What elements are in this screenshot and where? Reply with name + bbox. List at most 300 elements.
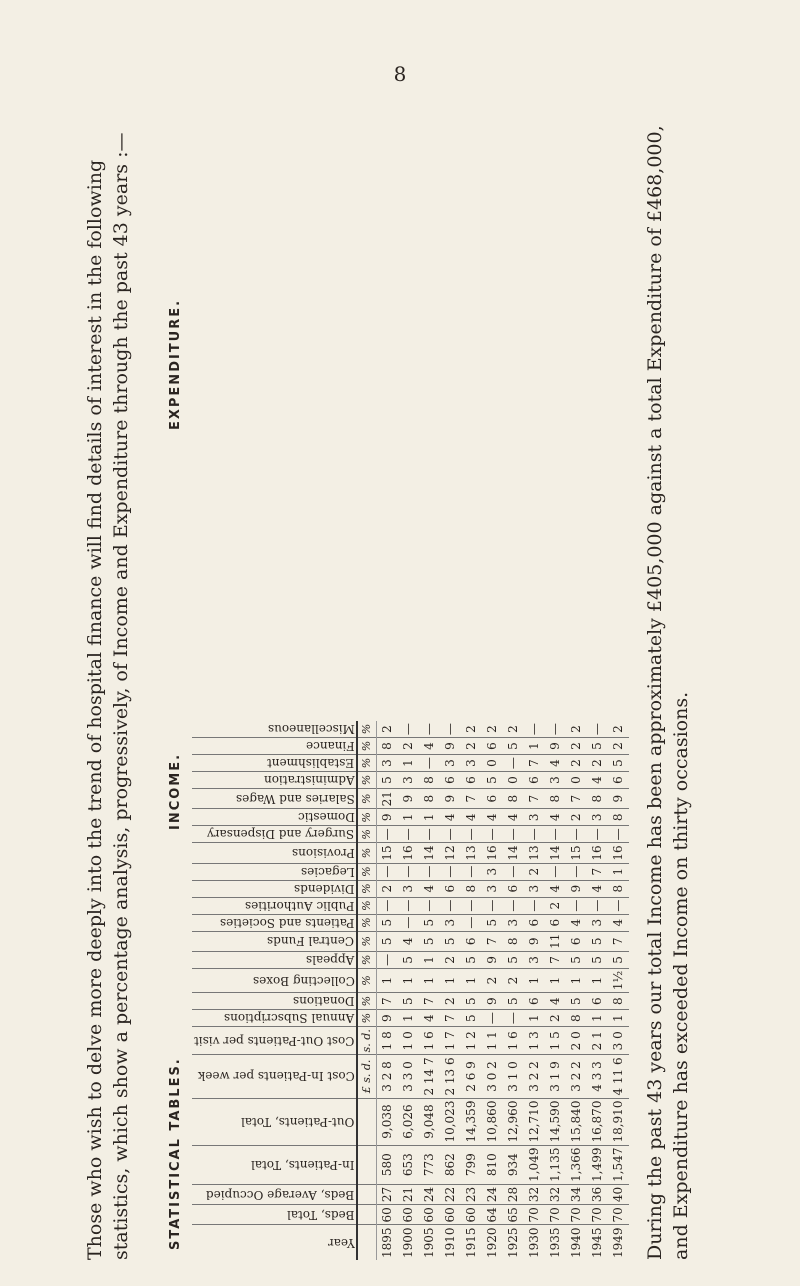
column-header <box>192 1205 357 1225</box>
table-cell: 6 <box>524 993 545 1010</box>
table-cell: 22 <box>440 1184 461 1204</box>
table-cell: 32 <box>545 1184 566 1204</box>
table-cell: 8 <box>503 931 524 951</box>
table-cell: 1 1 <box>482 1027 503 1055</box>
table-cell: 2 <box>461 721 482 738</box>
table-cell: 40 <box>608 1184 629 1204</box>
table-cell: 8 <box>608 809 629 826</box>
table-cell: 5 <box>419 914 440 931</box>
table-cell: 70 <box>524 1205 545 1225</box>
table-cell: — <box>482 897 503 914</box>
table-cell: 9 <box>440 738 461 755</box>
table-cell: 3 1 9 <box>545 1055 566 1098</box>
table-cell: 580 <box>377 1145 399 1184</box>
table-cell: 8 <box>503 789 524 809</box>
table-cell: 3 <box>398 880 419 897</box>
table-cell: — <box>503 1010 524 1027</box>
table-cell: 65 <box>503 1205 524 1225</box>
table-cell: 5 <box>566 951 587 968</box>
table-cell: 1 <box>524 968 545 992</box>
table-cell: 6 <box>545 914 566 931</box>
table-cell: 9 <box>377 1010 399 1027</box>
table-cell: 8 <box>461 880 482 897</box>
table-cell: 3 <box>482 880 503 897</box>
table-cell: 64 <box>482 1205 503 1225</box>
table-cell: 2 <box>566 755 587 772</box>
table-cell: — <box>398 863 419 880</box>
table-cell: 15 <box>377 843 399 863</box>
table-cell: 5 <box>377 931 399 951</box>
unit-cell <box>357 1225 377 1260</box>
column-header-label: Patients and Societies <box>220 915 355 930</box>
column-header <box>192 914 357 931</box>
table-cell: 4 <box>566 914 587 931</box>
table-cell: 2 <box>440 993 461 1010</box>
column-header-label: In-Patients, Total <box>250 1157 355 1172</box>
table-cell: — <box>587 721 608 738</box>
table-cell: 3 <box>524 951 545 968</box>
table-cell: — <box>419 721 440 738</box>
unit-cell: % <box>357 968 377 992</box>
table-cell: — <box>545 721 566 738</box>
column-header <box>192 863 357 880</box>
table-cell: 2 <box>524 863 545 880</box>
table-cell: 7 <box>524 755 545 772</box>
table-cell: 1 0 <box>398 1027 419 1055</box>
table-cell: 4 <box>440 809 461 826</box>
table-cell: — <box>419 863 440 880</box>
table-cell: — <box>398 914 419 931</box>
column-header-label: Cost Out-Patients per visit <box>194 1033 355 1048</box>
section-headings <box>162 120 192 1260</box>
table-cell: 5 <box>461 993 482 1010</box>
unit-cell: % <box>357 951 377 968</box>
table-cell: 8 <box>419 789 440 809</box>
column-header-label: Domestic <box>297 810 355 825</box>
table-cell: — <box>398 826 419 843</box>
table-cell: 1935 <box>548 1227 563 1258</box>
table-cell: 934 <box>503 1145 524 1184</box>
table-cell: — <box>566 897 587 914</box>
unit-cell: £ s. d. <box>357 1055 377 1098</box>
table-cell: 6 <box>440 880 461 897</box>
table-cell: 4 <box>545 809 566 826</box>
table-cell: 14,359 <box>461 1098 482 1145</box>
table-cell: 15 <box>566 843 587 863</box>
table-cell: 1,049 <box>524 1145 545 1184</box>
table-cell: 3 <box>440 755 461 772</box>
table-row <box>608 721 629 1260</box>
table-cell: 5 <box>377 914 399 931</box>
table-cell: 2 0 <box>566 1027 587 1055</box>
table-cell: 4 <box>503 809 524 826</box>
column-header <box>192 789 357 809</box>
table-cell: 3 <box>398 772 419 789</box>
column-header-label: Beds, Average Occupied <box>206 1187 355 1202</box>
table-cell: 1 <box>419 809 440 826</box>
table-cell: — <box>419 826 440 843</box>
table-cell: 2 <box>608 738 629 755</box>
table-cell: 1,135 <box>545 1145 566 1184</box>
table-cell: — <box>566 863 587 880</box>
table-cell: 5 <box>503 993 524 1010</box>
column-header <box>192 1225 357 1260</box>
table-cell: 11 <box>545 931 566 951</box>
unit-cell: % <box>357 826 377 843</box>
table-cell: — <box>440 826 461 843</box>
table-cell: — <box>587 826 608 843</box>
table-cell: 14,590 <box>545 1098 566 1145</box>
table-cell: — <box>587 897 608 914</box>
table-cell: 862 <box>440 1145 461 1184</box>
unit-cell: % <box>357 789 377 809</box>
table-cell: 1940 <box>569 1227 584 1258</box>
table-cell: 13 <box>524 843 545 863</box>
table-cell: 2 <box>503 721 524 738</box>
table-cell: 9 <box>440 789 461 809</box>
table-cell: 0 <box>503 772 524 789</box>
unit-cell: % <box>357 931 377 951</box>
table-cell: 12,960 <box>503 1098 524 1145</box>
table-cell: 2 <box>377 721 399 738</box>
table-cell: — <box>524 897 545 914</box>
table-cell: — <box>461 826 482 843</box>
table-cell: 14 <box>545 843 566 863</box>
table-cell: 7 <box>419 993 440 1010</box>
table-cell: — <box>398 897 419 914</box>
table-cell: 4 <box>545 993 566 1010</box>
column-header <box>192 755 357 772</box>
table-cell: 1920 <box>485 1227 500 1258</box>
table-cell: — <box>524 721 545 738</box>
table-cell: 0 <box>566 772 587 789</box>
table-cell: 1 <box>524 1010 545 1027</box>
table-row <box>419 721 440 1260</box>
table-cell: 1 6 <box>503 1027 524 1055</box>
table-cell: 6 <box>440 772 461 789</box>
column-header <box>192 826 357 843</box>
column-header-label: Annual Subscriptions <box>224 1011 355 1026</box>
table-cell: 7 <box>377 993 399 1010</box>
table-cell: 60 <box>398 1205 419 1225</box>
column-header <box>192 1098 357 1145</box>
statistics-table <box>192 721 629 1260</box>
table-cell: 23 <box>461 1184 482 1204</box>
column-header <box>192 1027 357 1055</box>
column-header-label: Surgery and Dispensary <box>207 827 355 842</box>
table-cell: 16 <box>608 843 629 863</box>
table-cell: 6 <box>587 993 608 1010</box>
column-header-label: Finance <box>305 739 355 754</box>
table-cell: 8 <box>419 772 440 789</box>
table-cell: 60 <box>440 1205 461 1225</box>
column-header <box>192 968 357 992</box>
table-cell: 1 <box>419 951 440 968</box>
table-cell: 2 1 <box>587 1027 608 1055</box>
table-cell: 16,870 <box>587 1098 608 1145</box>
table-cell: 18,910 <box>608 1098 629 1145</box>
table-cell: 1 <box>608 863 629 880</box>
column-header-label: Administration <box>263 773 355 788</box>
unit-cell: % <box>357 843 377 863</box>
table-cell: 1,366 <box>566 1145 587 1184</box>
table-cell: 2 <box>566 809 587 826</box>
unit-cell <box>357 1145 377 1184</box>
table-cell: 653 <box>398 1145 419 1184</box>
table-cell: 60 <box>419 1205 440 1225</box>
column-header-label: Central Funds <box>267 934 355 949</box>
column-header <box>192 1145 357 1184</box>
table-cell: 1 <box>398 1010 419 1027</box>
table-cell: 7 <box>566 789 587 809</box>
table-cell: 10,860 <box>482 1098 503 1145</box>
table-cell: 8 <box>545 789 566 809</box>
table-cell: 60 <box>377 1205 399 1225</box>
table-cell: 3 0 <box>608 1027 629 1055</box>
table-cell: 9 <box>482 951 503 968</box>
table-cell: 6 <box>566 931 587 951</box>
table-cell: 1 <box>461 968 482 992</box>
table-cell: 28 <box>503 1184 524 1204</box>
table-cell: 2 <box>503 968 524 992</box>
table-cell: 2 <box>545 1010 566 1027</box>
table-cell: 3 2 2 <box>566 1055 587 1098</box>
column-header-label: Legacies <box>300 864 355 879</box>
table-cell: 16 <box>482 843 503 863</box>
table-row <box>566 721 587 1260</box>
table-cell: 36 <box>587 1184 608 1204</box>
table-cell: 9,038 <box>377 1098 399 1145</box>
table-cell: 3 2 8 <box>377 1055 399 1098</box>
table-row <box>440 721 461 1260</box>
column-header-label: Out-Patients, Total <box>241 1114 355 1129</box>
column-header-label: Public Authorities <box>245 898 355 913</box>
table-cell: 9 <box>524 931 545 951</box>
table-cell: 4 <box>545 755 566 772</box>
table-cell: — <box>482 1010 503 1027</box>
page-number: 8 <box>393 62 407 86</box>
table-cell: 1925 <box>506 1227 521 1258</box>
table-cell: 3 <box>587 914 608 931</box>
table-cell: 8 <box>377 738 399 755</box>
table-row <box>398 721 419 1260</box>
table-cell: 5 <box>503 951 524 968</box>
table-cell: 6 <box>608 772 629 789</box>
table-cell: 1 6 <box>419 1027 440 1055</box>
unit-cell <box>357 1098 377 1145</box>
column-header-label: Donations <box>292 994 355 1009</box>
table-cell: 5 <box>419 931 440 951</box>
table-cell: 3 <box>545 772 566 789</box>
column-header-label: Establishment <box>267 756 355 771</box>
column-header-label: Miscellaneous <box>267 722 355 737</box>
table-cell: 9 <box>545 738 566 755</box>
table-cell: 1 <box>566 968 587 992</box>
unit-cell: % <box>357 863 377 880</box>
table-cell: 3 <box>461 755 482 772</box>
table-cell: 1 <box>608 1010 629 1027</box>
table-cell: 8 <box>587 789 608 809</box>
table-cell: 2 <box>461 738 482 755</box>
table-cell: 2 14 7 <box>419 1055 440 1098</box>
table-cell: — <box>608 826 629 843</box>
table-cell: 9 <box>377 809 399 826</box>
table-cell: 24 <box>482 1184 503 1204</box>
table-cell: 2 <box>482 721 503 738</box>
table-cell: 4 <box>461 809 482 826</box>
rotated-content <box>82 120 708 1260</box>
unit-cell: % <box>357 897 377 914</box>
table-cell: 810 <box>482 1145 503 1184</box>
unit-cell: % <box>357 914 377 931</box>
intro-text: Those who wish to delve more deeply into the trend of hospital finance will find details of interest in the following statistics, which show a percentage analysis, progressively, of Income and Expenditure through the past 43 years :— <box>84 132 132 1260</box>
table-cell: 1 <box>377 968 399 992</box>
heading-income: INCOME. <box>168 752 183 830</box>
table-cell: — <box>545 863 566 880</box>
table-cell: 2 <box>482 968 503 992</box>
table-cell: 5 <box>398 993 419 1010</box>
table-cell: 60 <box>461 1205 482 1225</box>
table-cell: 6,026 <box>398 1098 419 1145</box>
table-cell: 0 <box>482 755 503 772</box>
table-cell: 7 <box>587 863 608 880</box>
table-cell: 3 <box>503 914 524 931</box>
table-cell: 1 5 <box>545 1027 566 1055</box>
table-cell: 4 <box>587 880 608 897</box>
table-cell: 1 2 <box>461 1027 482 1055</box>
table-cell: 3 1 0 <box>503 1055 524 1098</box>
table-body <box>357 721 629 1260</box>
unit-cell: % <box>357 880 377 897</box>
column-header-label: Cost In-Patients per week <box>197 1069 355 1084</box>
unit-cell: % <box>357 721 377 738</box>
table-cell: 1 <box>524 738 545 755</box>
table-row <box>482 721 503 1260</box>
table-cell: — <box>377 951 399 968</box>
table-cell: 4 <box>482 809 503 826</box>
table-cell: 2 <box>566 738 587 755</box>
table-cell: 5 <box>377 772 399 789</box>
table-cell: 1905 <box>422 1227 437 1258</box>
column-header <box>192 880 357 897</box>
table-cell: 1½ <box>608 968 629 992</box>
table-cell: 5 <box>608 755 629 772</box>
table-cell: 7 <box>608 931 629 951</box>
table-cell: — <box>461 897 482 914</box>
table-cell: 3 <box>524 880 545 897</box>
column-header-label: Provisions <box>291 845 355 860</box>
column-header-label: Beds, Total <box>286 1207 355 1222</box>
table-cell: 1 8 <box>377 1027 399 1055</box>
table-cell: 8 <box>608 993 629 1010</box>
table-cell: 7 <box>545 951 566 968</box>
column-header-label: Appeals <box>306 952 355 967</box>
table-cell: 3 <box>482 863 503 880</box>
table-cell: 1,499 <box>587 1145 608 1184</box>
table-cell: 70 <box>608 1205 629 1225</box>
table-row <box>503 721 524 1260</box>
table-cell: — <box>503 826 524 843</box>
column-header <box>192 738 357 755</box>
column-header <box>192 772 357 789</box>
table-row <box>545 721 566 1260</box>
column-header <box>192 1055 357 1098</box>
table-header-row <box>192 721 357 1260</box>
table-cell: — <box>377 863 399 880</box>
table-cell: — <box>503 863 524 880</box>
column-header <box>192 1010 357 1027</box>
table-cell: — <box>566 826 587 843</box>
column-header <box>192 809 357 826</box>
table-cell: 6 <box>482 738 503 755</box>
table-cell: 3 <box>440 914 461 931</box>
unit-cell: % <box>357 809 377 826</box>
column-header <box>192 721 357 738</box>
table-cell: 1 <box>587 1010 608 1027</box>
table-cell: 14 <box>503 843 524 863</box>
column-header-label: Dividends <box>293 881 355 896</box>
unit-cell: % <box>357 755 377 772</box>
unit-cell: % <box>357 993 377 1010</box>
table-cell: 5 <box>566 993 587 1010</box>
table-cell: 3 0 2 <box>482 1055 503 1098</box>
table-cell: 16 <box>587 843 608 863</box>
table-cell: — <box>524 826 545 843</box>
table-cell: 1 <box>440 968 461 992</box>
table-cell: 9 <box>398 789 419 809</box>
table-cell: 5 <box>398 951 419 968</box>
unit-cell <box>357 1184 377 1204</box>
heading-statistical-tables: STATISTICAL TABLES. <box>168 1057 183 1250</box>
table-cell: 7 <box>482 931 503 951</box>
table-cell: 9,048 <box>419 1098 440 1145</box>
table-cell: 1 <box>398 809 419 826</box>
table-cell: 1 <box>398 968 419 992</box>
table-cell: 5 <box>461 1010 482 1027</box>
table-cell: 3 <box>377 755 399 772</box>
table-cell: 1 <box>419 968 440 992</box>
table-cell: 2 <box>398 738 419 755</box>
table-cell: 2 <box>440 951 461 968</box>
column-header <box>192 1184 357 1204</box>
column-header-label: Year <box>327 1235 355 1250</box>
table-cell: 5 <box>482 772 503 789</box>
table-cell: 70 <box>566 1205 587 1225</box>
table-cell: 9 <box>608 789 629 809</box>
column-header <box>192 931 357 951</box>
table-cell: — <box>440 897 461 914</box>
table-row <box>377 721 399 1260</box>
table-cell: 2 13 6 <box>440 1055 461 1098</box>
table-cell: 16 <box>398 843 419 863</box>
table-cell: 6 <box>482 789 503 809</box>
table-cell: 5 <box>503 738 524 755</box>
table-cell: 2 <box>377 880 399 897</box>
column-header <box>192 897 357 914</box>
table-cell: — <box>545 826 566 843</box>
table-cell: 27 <box>377 1184 399 1204</box>
table-cell: 24 <box>419 1184 440 1204</box>
table-cell: — <box>377 826 399 843</box>
table-cell: 6 <box>524 772 545 789</box>
table-cell: 4 <box>419 880 440 897</box>
unit-cell: % <box>357 738 377 755</box>
table-cell: — <box>503 897 524 914</box>
table-cell: 1 <box>545 968 566 992</box>
column-header <box>192 993 357 1010</box>
table-cell: 1945 <box>590 1227 605 1258</box>
table-cell: 3 <box>587 809 608 826</box>
